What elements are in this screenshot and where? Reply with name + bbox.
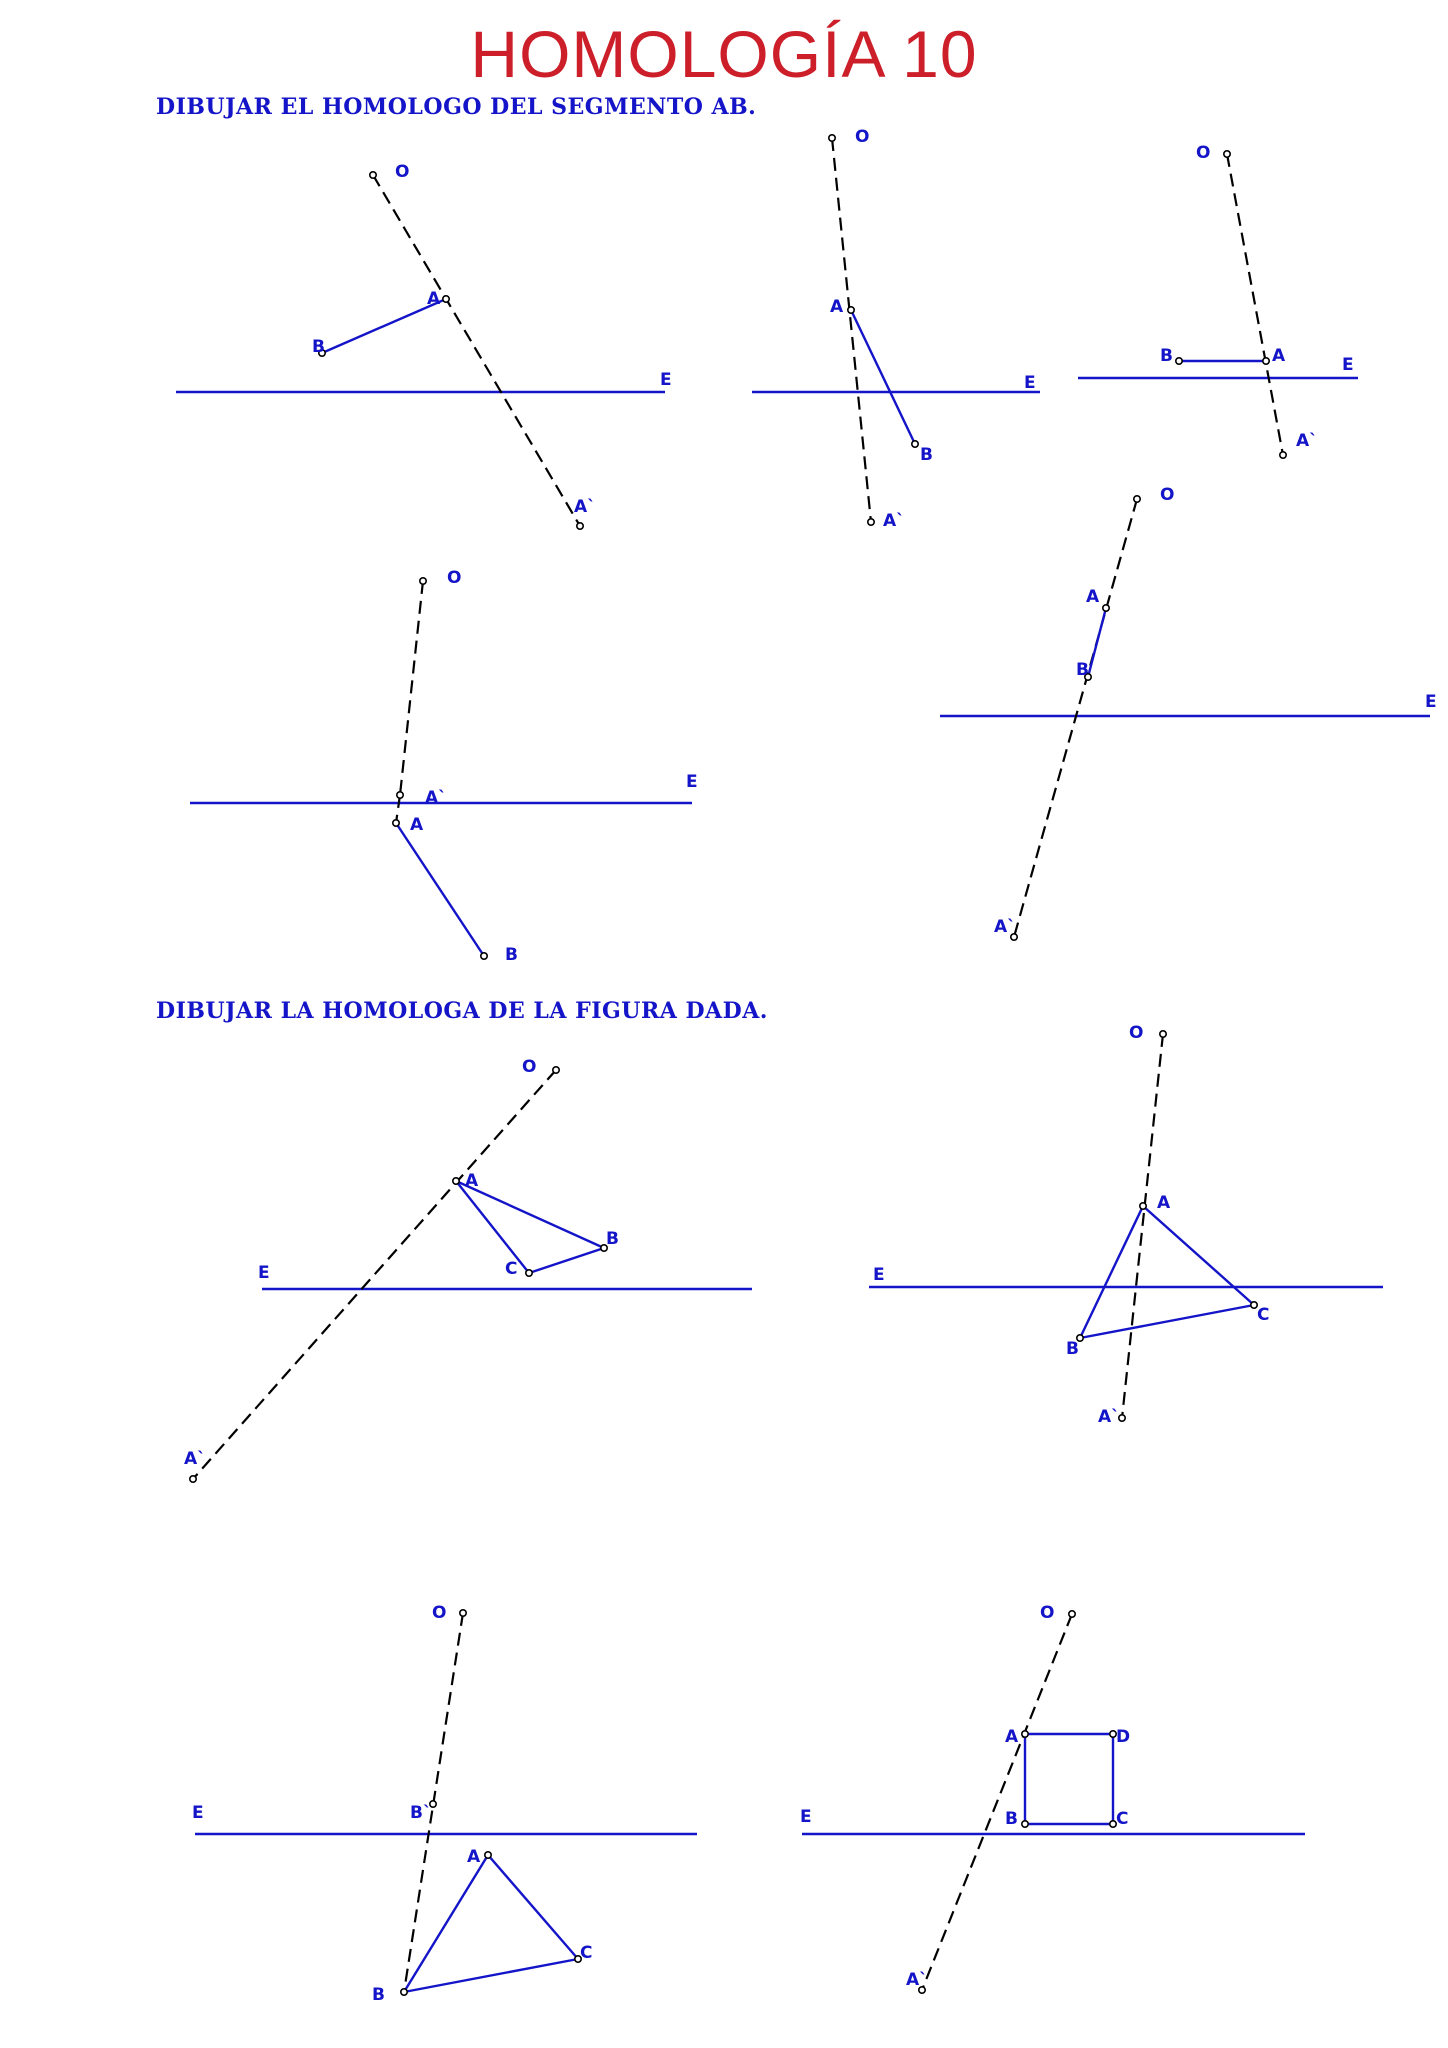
section-heading-figure: DIBUJAR LA HOMOLOGA DE LA FIGURA DADA. — [156, 998, 768, 1024]
label-a-prime: A` — [1296, 431, 1318, 451]
label-o: O — [447, 568, 462, 588]
label-e: E — [192, 1803, 204, 1823]
label-b: B — [1076, 660, 1089, 680]
side-ca — [456, 1181, 529, 1273]
point-a — [848, 307, 854, 313]
label-a: A — [830, 297, 844, 317]
point-b — [912, 441, 918, 447]
label-o: O — [1040, 1603, 1055, 1623]
label-o: O — [1129, 1023, 1144, 1043]
ray-o-a-prime — [1227, 154, 1283, 455]
label-d: D — [1116, 1727, 1131, 1747]
side-ba — [404, 1855, 488, 1992]
label-o: O — [1196, 143, 1211, 163]
label-b: B — [606, 1229, 619, 1249]
label-e: E — [1425, 692, 1437, 712]
ray-o-a-prime — [922, 1614, 1072, 1990]
label-e: E — [1024, 373, 1036, 393]
label-b: B — [372, 1985, 385, 2005]
ray-o-a-prime — [1014, 499, 1137, 937]
point-o — [460, 1610, 466, 1616]
point-a-prime — [1280, 452, 1286, 458]
label-a-prime: A` — [906, 1970, 928, 1990]
label-b: B — [1160, 346, 1173, 366]
label-a-prime: A` — [574, 497, 596, 517]
label-b: B — [920, 445, 933, 465]
side-bc — [529, 1248, 604, 1273]
point-a-prime — [1119, 1415, 1125, 1421]
label-a: A — [1086, 587, 1100, 607]
side-ac — [488, 1855, 578, 1959]
label-a: A — [1005, 1727, 1019, 1747]
label-o: O — [522, 1057, 537, 1077]
ray-o-a-prime — [373, 175, 580, 526]
point-a — [1263, 358, 1269, 364]
point-a — [1103, 605, 1109, 611]
label-a: A — [1157, 1193, 1171, 1213]
point-o — [420, 578, 426, 584]
label-e: E — [660, 370, 672, 390]
label-o: O — [432, 1603, 447, 1623]
ray-o-a-prime — [193, 1070, 556, 1479]
point-a — [485, 1852, 491, 1858]
label-e: E — [873, 1265, 885, 1285]
label-c: C — [505, 1259, 518, 1279]
label-a-prime: A` — [883, 511, 905, 531]
label-c: C — [1257, 1305, 1270, 1325]
point-o — [553, 1067, 559, 1073]
point-o — [1160, 1031, 1166, 1037]
point-a — [453, 1178, 459, 1184]
label-o: O — [1160, 485, 1175, 505]
label-b: B — [312, 337, 325, 357]
segment-ab — [396, 823, 484, 956]
section-heading-segment: DIBUJAR EL HOMOLOGO DEL SEGMENTO AB. — [156, 94, 757, 120]
point-a — [393, 820, 399, 826]
label-b: B — [505, 945, 518, 965]
label-a: A — [1272, 346, 1286, 366]
segment-ab — [1088, 608, 1106, 677]
label-o: O — [395, 162, 410, 182]
label-a: A — [465, 1171, 479, 1191]
point-b — [1022, 1821, 1028, 1827]
label-e: E — [800, 1807, 812, 1827]
point-a-prime — [190, 1476, 196, 1482]
page-title: HOMOLOGÍA 10 — [470, 17, 978, 91]
point-a — [443, 296, 449, 302]
point-o — [1134, 496, 1140, 502]
label-a-prime: A` — [184, 1449, 206, 1469]
point-b — [481, 953, 487, 959]
label-a: A — [410, 815, 424, 835]
side-ac — [1143, 1206, 1254, 1305]
point-c — [526, 1270, 532, 1276]
label-e: E — [1342, 355, 1354, 375]
point-a-prime — [397, 792, 403, 798]
point-a — [1140, 1203, 1146, 1209]
point-a-prime — [577, 523, 583, 529]
point-a-prime — [868, 519, 874, 525]
label-a-prime: A` — [425, 788, 447, 808]
label-b: B — [1066, 1339, 1079, 1359]
ray-extension — [396, 795, 400, 823]
point-o — [1224, 151, 1230, 157]
point-a — [1022, 1731, 1028, 1737]
point-o — [370, 172, 376, 178]
point-b — [401, 1989, 407, 1995]
side-ab — [456, 1181, 604, 1248]
label-o: O — [855, 127, 870, 147]
ray-o-a-prime — [1122, 1034, 1163, 1418]
ray-o-a-prime — [832, 138, 871, 522]
point-o — [829, 135, 835, 141]
label-b-prime: B` — [410, 1803, 432, 1823]
side-cb — [1080, 1305, 1254, 1338]
label-a-prime: A` — [994, 917, 1016, 937]
label-c: C — [580, 1943, 593, 1963]
label-a-prime: A` — [1098, 1407, 1120, 1427]
label-a: A — [467, 1847, 481, 1867]
point-b — [1176, 358, 1182, 364]
ray-o-a-prime — [400, 581, 423, 795]
label-b: B — [1005, 1809, 1018, 1829]
point-o — [1069, 1611, 1075, 1617]
side-cb — [404, 1959, 578, 1992]
label-e: E — [258, 1263, 270, 1283]
label-a: A — [427, 289, 441, 309]
label-e: E — [686, 772, 698, 792]
label-c: C — [1116, 1809, 1129, 1829]
